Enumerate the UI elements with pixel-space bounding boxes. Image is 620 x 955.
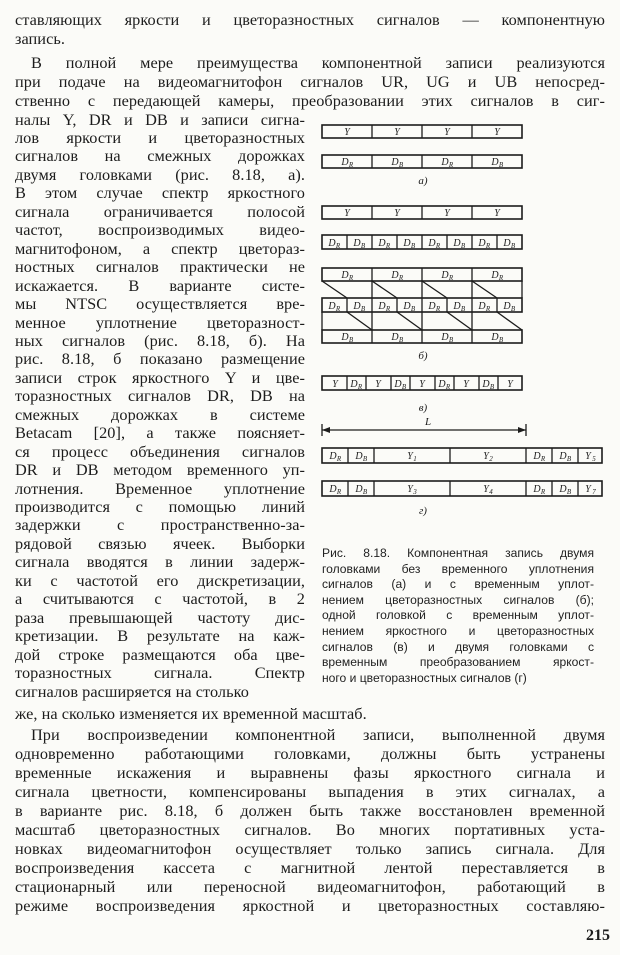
svg-text:Y: Y [483, 484, 489, 495]
caption-line: головками без временного уплотнения [322, 561, 594, 576]
svg-text:D: D [491, 332, 499, 343]
svg-text:R: R [448, 274, 454, 282]
svg-text:D: D [391, 270, 399, 281]
svg-text:3: 3 [413, 488, 417, 496]
svg-text:R: R [540, 488, 546, 496]
cell-label: D [353, 301, 361, 312]
text-line: лов яркости и цветоразностных [15, 128, 305, 147]
cell-subscript: B [460, 242, 466, 250]
text-line: а считываются с частотой, в 2 [15, 589, 305, 609]
svg-text:R: R [398, 274, 404, 282]
cell-subscript: R [385, 305, 391, 313]
cell-label: D [453, 238, 461, 249]
text-line: же, на сколько изменяется их временной масштаб. [15, 704, 367, 723]
svg-text:D: D [491, 270, 499, 281]
svg-text:D: D [341, 157, 349, 168]
svg-text:D: D [329, 484, 337, 495]
page-number: 215 [586, 927, 610, 944]
svg-text:D: D [341, 270, 349, 281]
diagram-g [322, 416, 602, 517]
cell-subscript: R [485, 242, 491, 250]
svg-text:Y: Y [344, 127, 350, 138]
svg-text:B: B [348, 336, 354, 344]
cell-label: D [403, 301, 411, 312]
svg-text:Y: Y [507, 379, 513, 390]
svg-text:D: D [491, 157, 499, 168]
svg-text:5: 5 [592, 455, 596, 463]
text-line: налы Y, DR и DB и записи сигна- [15, 110, 305, 129]
text-line: в варианте рис. 8.18, б должен быть также восстановлен временной [15, 801, 605, 820]
svg-text:D: D [441, 157, 449, 168]
text-line: ки с частотой его дискретизации, [15, 570, 305, 590]
text-line: двумя головками (рис. 8.18, а). [15, 164, 305, 184]
cell-subscript: B [360, 242, 366, 250]
svg-text:R: R [498, 274, 504, 282]
cell-label: D [478, 301, 486, 312]
text-line: частот, воспроизводимых видео- [15, 220, 305, 240]
text-line: искажается. В варианте систе- [15, 275, 305, 295]
cell-subscript: B [410, 242, 416, 250]
text-line: временные искажения и выравнены фазы яркостного сигнала и [15, 763, 605, 782]
svg-text:D: D [559, 451, 567, 462]
text-line: сигналов на смежных дорожках [15, 146, 305, 166]
svg-text:Y: Y [444, 208, 450, 219]
svg-text:Y: Y [394, 127, 400, 138]
svg-text:4: 4 [489, 488, 493, 496]
caption-line: нением яркостного и цветоразностных [322, 624, 594, 638]
text-line: запись. [15, 29, 65, 48]
text-line: смежных дорожках в системе [15, 404, 305, 424]
text-line: при подаче на видеомагнитофон сигналов UR, UG и UB непосред- [15, 72, 605, 91]
svg-text:B: B [398, 336, 404, 344]
diagram-a [322, 125, 522, 187]
svg-text:D: D [533, 451, 541, 462]
svg-text:R: R [336, 488, 342, 496]
svg-text:B: B [489, 383, 495, 391]
caption-line: Рис. 8.18. Компонентная запись двумя [322, 546, 594, 560]
cell-label: D [353, 238, 361, 249]
figure-8-18 [310, 118, 610, 538]
svg-text:R: R [540, 455, 546, 463]
cell-subscript: R [435, 305, 441, 313]
text-line: торазностных сигналов DR, DB на [15, 386, 305, 406]
text-line: менное уплотнение цветоразност- [15, 312, 305, 332]
text-line: производится с помощью линий [15, 497, 305, 516]
text-line: рядовой связью ячеек. Выборки [15, 533, 305, 553]
svg-text:L: L [424, 416, 432, 428]
text-line: DR и DB методом временного уп- [15, 460, 305, 480]
cell-subscript: R [485, 305, 491, 313]
text-line: сигнала ограничивается полосой [15, 201, 305, 221]
svg-text:2: 2 [489, 455, 493, 463]
cell-subscript: R [385, 242, 391, 250]
text-line: Betacam [20], а также поясняет- [15, 423, 305, 443]
text-line: режиме воспроизведения яркостной и цветоразностных составляю- [15, 896, 605, 915]
cell-label: D [503, 238, 511, 249]
svg-text:B: B [398, 161, 404, 169]
svg-text:D: D [533, 484, 541, 495]
text-line: раза превышающей частоту дис- [15, 607, 305, 627]
svg-text:B: B [498, 161, 504, 169]
cell-label: D [503, 301, 511, 312]
svg-text:Y: Y [494, 127, 500, 138]
cell-label: D [428, 238, 436, 249]
svg-text:B: B [401, 383, 407, 391]
svg-text:D: D [441, 270, 449, 281]
svg-text:B: B [566, 488, 572, 496]
cell-subscript: B [510, 242, 516, 250]
text-line: ностных сигналов практически не [15, 257, 305, 277]
svg-text:D: D [341, 332, 349, 343]
svg-text:D: D [391, 332, 399, 343]
text-line: сигналов расширяется на столько [15, 681, 249, 701]
svg-text:D: D [329, 451, 337, 462]
text-line: ственно с передающей камеры, преобразовании этих сигналов в сиг- [15, 91, 605, 110]
caption-line: сигналов (в) и двумя головками с [322, 639, 594, 654]
svg-text:R: R [348, 274, 354, 282]
cell-subscript: R [335, 305, 341, 313]
svg-text:B: B [566, 455, 572, 463]
text-line: задержки с пространственно-за- [15, 515, 305, 535]
cell-label: D [328, 238, 336, 249]
cell-subscript: B [360, 305, 366, 313]
svg-text:B: B [362, 455, 368, 463]
text-line: ставляющих яркости и цветоразностных сигналов — компонентную [15, 10, 605, 29]
svg-text:B: B [498, 336, 504, 344]
svg-text:D: D [350, 379, 358, 390]
cell-label: D [453, 301, 461, 312]
caption-line: одной головкой с временным уплот- [322, 608, 594, 623]
svg-text:Y: Y [494, 208, 500, 219]
text-line: записи строк яркостного Y и цве- [15, 367, 305, 387]
svg-text:Y: Y [407, 484, 413, 495]
svg-text:B: B [448, 336, 454, 344]
svg-text:Y: Y [344, 208, 350, 219]
svg-text:Y: Y [394, 208, 400, 219]
cell-subscript: B [460, 305, 466, 313]
text-line: новках видеомагнитофон осуществляет только запись сигнала. Для [15, 839, 605, 858]
text-line: В этом случае спектр яркостного [15, 183, 305, 203]
svg-text:R: R [336, 455, 342, 463]
svg-text:R: R [357, 383, 363, 391]
text-line: масштаб цветоразностных сигналов. Во многих портативных уста- [15, 820, 605, 839]
text-line: воспроизведения кассета с магнитной лентой переставляется в [15, 858, 605, 877]
svg-text:D: D [482, 379, 490, 390]
text-line: торазностных сигнала. Спектр [15, 663, 305, 683]
svg-text:7: 7 [592, 488, 596, 496]
text-line: При воспроизведении компонентной записи, выполненной двумя [31, 725, 605, 744]
cell-subscript: R [435, 242, 441, 250]
svg-text:Y: Y [585, 484, 591, 495]
text-line: сигнала вводятся в линии задерж- [15, 552, 305, 572]
caption-line: ного и цветоразностных сигналов (г) [322, 670, 527, 685]
diagram-v [322, 376, 522, 414]
text-line: ных сигналов (рис. 8.18, б). На [15, 330, 305, 350]
svg-text:R: R [448, 161, 454, 169]
svg-text:Y: Y [407, 451, 413, 462]
label-g: г) [419, 505, 427, 517]
cell-label: D [328, 301, 336, 312]
svg-text:D: D [394, 379, 402, 390]
cell-label: D [378, 238, 386, 249]
text-line: одновременно работающими головками, должны быть устранены [15, 744, 605, 763]
label-a: а) [418, 175, 428, 187]
text-line: ся процесс объединения сигналов [15, 441, 305, 461]
text-line: магнитофоном, а спектр цветораз- [15, 238, 305, 258]
svg-text:D: D [559, 484, 567, 495]
text-line: лотнения. Временное уплотнение [15, 478, 305, 498]
text-line: мы NTSC осуществляется вре- [15, 294, 305, 314]
svg-text:Y: Y [483, 451, 489, 462]
text-line: стационарный или переносной видеомагнитофон, работающий в [15, 877, 605, 896]
svg-text:R: R [445, 383, 451, 391]
cell-label: D [403, 238, 411, 249]
svg-text:Y: Y [585, 451, 591, 462]
svg-text:D: D [438, 379, 446, 390]
svg-text:1: 1 [413, 455, 417, 463]
cell-subscript: R [335, 242, 341, 250]
svg-text:Y: Y [419, 379, 425, 390]
svg-text:Y: Y [375, 379, 381, 390]
cell-label: D [428, 301, 436, 312]
svg-text:D: D [355, 484, 363, 495]
diagram-b [322, 206, 522, 362]
text-line: В полной мере преимущества компонентной записи реализуются [31, 53, 605, 72]
text-line: рис. 8.18, б показано размещение [15, 349, 305, 369]
svg-text:D: D [391, 157, 399, 168]
label-v: в) [418, 402, 428, 414]
text-line: дой строке размещаются оба цве- [15, 644, 305, 664]
cell-subscript: B [410, 305, 416, 313]
caption-line: сигналов (а) и с временным уплот- [322, 577, 594, 592]
svg-text:R: R [348, 161, 354, 169]
caption-line: нением цветоразностных сигналов (б); [322, 592, 594, 607]
svg-text:Y: Y [444, 127, 450, 138]
cell-subscript: B [510, 305, 516, 313]
caption-line: временным преобразованием яркост- [322, 655, 594, 670]
text-line: кретизации. В результате на каж- [15, 626, 305, 646]
svg-text:Y: Y [463, 379, 469, 390]
cell-label: D [478, 238, 486, 249]
label-b: б) [418, 350, 428, 362]
cell-label: D [378, 301, 386, 312]
text-line: сигнала цветности, компенсированы выпадения в этих сигналах, а [15, 782, 605, 801]
svg-text:Y: Y [332, 379, 338, 390]
svg-text:D: D [355, 451, 363, 462]
svg-text:D: D [441, 332, 449, 343]
svg-text:B: B [362, 488, 368, 496]
